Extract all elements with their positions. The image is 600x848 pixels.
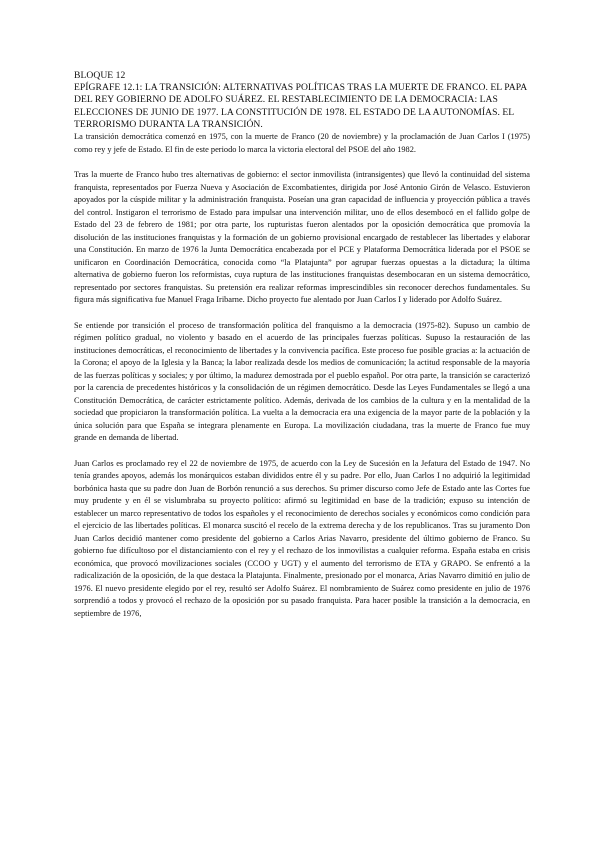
paragraph-juan-carlos: Juan Carlos es proclamado rey el 22 de noviembre de 1975, de acuerdo con la Ley de Sucesión en la Jefatura del Estado de 1947. No tenía grandes apoyos, además los monárquicos estaban divididos entre él y su padre. Por ello, Juan Carlos I no adquirió la legitimidad borbónica hasta que su padre don Juan de Borbón renunció a sus derechos. Su primer discurso como Jefe de Estado ante las Cortes fue muy prudente y en él se vislumbraba su proyecto político: afirmó su legitimidad en base de la tradición; expuso su intención de establecer un marco representativo de todos los españoles y el reconocimiento de derechos sociales y económicos como condición para el ejercicio de las libertades políticas. El monarca suscitó el recelo de la extrema derecha y de los republicanos. Tras su juramento Don Juan Carlos decidió mantener como presidente del gobierno a Carlos Arias Navarro, presidente del último gobierno de Franco. Su gobierno fue difícultoso por el distanciamiento con el rey y el rechazo de los inmovilistas a cualquier reforma. España estaba en crisis económica, que provocó movilizaciones sociales (CCOO y UGT) y el aumento del terrorismo de ETA y GRAPO. Se enfrentó a la radicalización de la oposición, de la que destaca la Platajunta. Finalmente, presionado por el monarca, Arias Navarro dimitió en julio de 1976. El nuevo presidente elegido por el rey, resultó ser Adolfo Suárez. El nombramiento de Suárez como presidente en julio de 1976 sorprendió a todos y provocó el rechazo de la oposición por su pasado franquista. Para hacer posible la transición a la democracia, en septiembre de 1976, bbox=[74, 458, 530, 618]
paragraph-intro: La transición democrática comenzó en 1975, con la muerte de Franco (20 de noviembre) y la proclamación de Juan Carlos I (1975) como rey y jefe de Estado. El fin de este periodo lo marca la victoria electoral del PSOE del año 1982. bbox=[74, 132, 530, 154]
paragraph-alternatives: Tras la muerte de Franco hubo tres alternativas de gobierno: el sector inmovilista (intransigentes) que llevó la continuidad del sistema franquista, representados por Fuerza Nueva y Asociación de Excombatientes, dirigida por José Antonio Girón de Velasco. Estuvieron apoyados por la cúspide militar y la administración franquista. Poseían una gran capacidad de influencia y proyección pública a través del control. Instigaron el terrorismo de Estado para impulsar una intervención militar, uno de ellos desembocó en el fallido golpe de Estado del 23 de febrero de 1981; por otra parte, los rupturistas fueron alentados por la oposición democrática que promovía la disolución de las instituciones franquistas y la formación de un gobierno provisional encargado de restablecer las libertades y elaborar una Constitución. En marzo de 1976 la Junta Democrática encabezada por el PCE y Plataforma Democrática liderada por el PSOE se unificaron en Coordinación Democrática, conocida como “la Platajunta” por agrupar fuerzas opuestas a la dictadura; la última alternativa de gobierno fueron los reformistas, cuya ruptura de las instituciones franquistas desembocaran en un sistema democrático, representado por sectores franquistas. Su pretensión era realizar reformas imprescindibles sin reconocer derechos fundamentales. Su figura más significativa fue Manuel Fraga Iribarne. Dicho proyecto fue alentado por Juan Carlos I y liderado por Adolfo Suárez. bbox=[74, 170, 530, 305]
paragraph-gap bbox=[74, 445, 530, 458]
document-content bbox=[74, 70, 530, 620]
paragraph-transition-definition: Se entiende por transición el proceso de transformación política del franquismo a la democracia (1975-82). Supuso un cambio de régimen político gradual, no violento y basado en el acuerdo de las principales fuerzas políticas. Supuso la restauración de las instituciones democráticas, el reconocimiento de libertades y la convivencia pacífica. Este proceso fue posible gracias a: la actuación de la Corona; el apoyo de la Iglesia y la Banca; la labor realizada desde los medios de comunicación; la actitud responsable de la mayoría de las fuerzas políticas y sociales; y por último, la madurez demostrada por el pueblo español. Por otra parte, la transición se caracterizó por la carencia de precedentes históricos y la consolidación de un régimen democrático. Desde las Leyes Fundamentales se llegó a una Constitución Democrática, de carácter estrictamente político. Además, derivada de los cambios de la cultura y en la mentalidad de la sociedad que propiciaron la transformación política. La vuelta a la democracia era una exigencia de la mayor parte de la población y la única solución para que España se integrara plenamente en Europa. La movilización ciudadana, tras la muerte de Franco fue muy grande en demanda de libertad. bbox=[74, 320, 530, 443]
paragraph-gap bbox=[74, 307, 530, 320]
block-title: BLOQUE 12 bbox=[74, 70, 126, 81]
epigraph-title: EPÍGRAFE 12.1: LA TRANSICIÓN: ALTERNATIVAS POLÍTICAS TRAS LA MUERTE DE FRANCO. EL PAPA DEL REY GOBIERNO DE ADOLFO SUÁREZ. EL RESTABLECIMIENTO DE LA DEMOCRACIA: LAS ELECCIONES DE JUNIO DE 1977. LA CONSTITUCIÓN DE 1978. EL ESTADO DE LA AUTONOMÍAS. EL TERRORISMO DURANTA LA TRANSICIÓN. bbox=[74, 82, 527, 130]
paragraph-gap bbox=[74, 156, 530, 169]
